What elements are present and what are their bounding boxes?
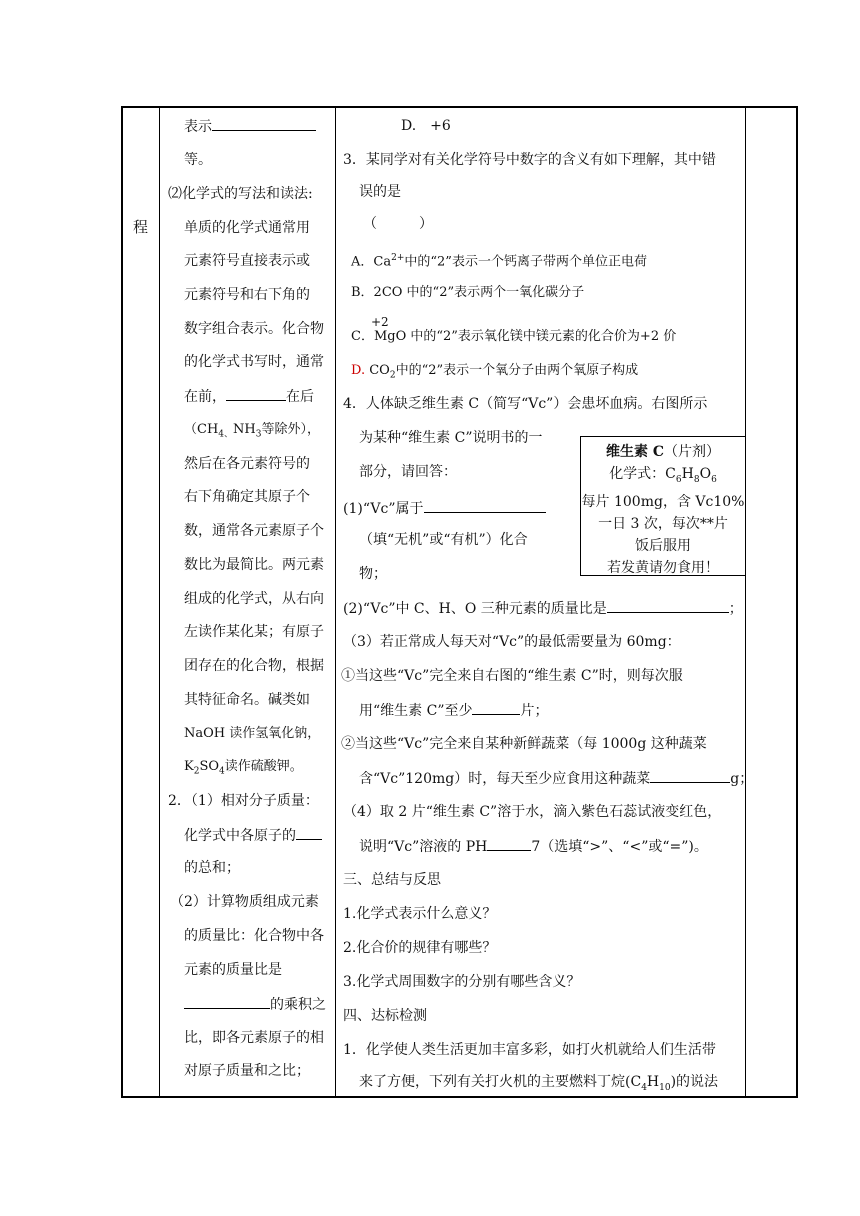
question-line: 物； [359,566,387,582]
note-line: 团存在的化合物，根据 [184,658,324,674]
question-line: 1．化学使人类生活更加丰富多彩，如打火机就给人们生活带 [343,1042,716,1058]
question-line: 为某种“维生素 C”说明书的一 [359,430,543,446]
note-line: （2）计算物质组成元素 [170,894,319,910]
question-line: 误的是 [359,184,401,200]
option-line: A．$Ca^{2+}$中的“2”表示一个钙离子带两个单位正电荷 [351,253,647,270]
vitamin-c-label-box [580,436,746,576]
fill-blank[interactable] [607,598,729,613]
option-line: D. +6 [401,118,451,134]
fill-blank[interactable] [296,825,322,840]
exercise-column [337,108,754,1096]
note-line: 然后在各元素符号的 [184,456,310,472]
question-line: 3．某同学对有关化学符号中数字的含义有如下理解，其中错 [343,152,716,168]
note-line: 在前， 在后 [184,386,314,407]
fill-blank[interactable] [212,116,316,131]
question-line: 来了方便，下列有关打火机的主要燃料丁烷$(C_4H_{10})$的说法 [359,1074,719,1093]
note-line: 元素符号和右下角的 [184,287,310,303]
fill-blank[interactable] [184,994,270,1009]
question-line: 2.化合价的规律有哪些？ [343,940,497,956]
question-line: (1)“Vc”属于 [343,498,546,519]
fill-blank[interactable] [487,836,531,851]
note-line: 元素的质量比是 [184,962,282,978]
note-line: 化学式中各原子的 [184,825,322,846]
section-heading: 三、总结与反思 [343,872,441,888]
question-line: （3）若正常成人每天对“Vc”的最低需要量为 60mg： [343,634,681,650]
vitamin-formula: 化学式：$C_6H_8O_6$ [609,466,717,485]
section-heading: 四、达标检测 [343,1008,427,1024]
question-line: 部分，请回答： [359,464,457,480]
option-line: C．MgO 中的“2”表示氧化镁中镁元素的化合价为+2 价 [351,329,677,344]
note-line: ⑵化学式的写法和读法: [168,186,313,202]
answer-paren: （ ） [363,216,433,232]
question-line: 用“维生素 C”至少 片； [359,700,548,721]
column-divider [159,108,160,1096]
note-line: 左读作某化某；有原子 [184,624,324,640]
fill-blank[interactable] [472,700,520,715]
valence-mark: +2 [371,315,389,329]
note-line: 数，通常各元素原子个 [184,523,324,539]
question-line: 1.化学式表示什么意义？ [343,906,497,922]
option-line: B．2CO 中的“2”表示两个一氧化碳分子 [351,285,585,300]
note-line: （$CH_{4、}NH_3$等除外）， [184,422,320,440]
note-line: 其特征命名。碱类如 [184,692,310,708]
note-line: 等。 [184,152,212,168]
note-line: 单质的化学式通常用 [184,220,310,236]
question-line: 4．人体缺乏维生素 C（简写“Vc”）会患坏血病。右图所示 [343,396,708,412]
note-line: 右下角确定其原子个 [184,489,310,505]
note-line: 的质量比：化合物中各 [184,928,324,944]
vitamin-line: 一日 3 次，每次**片 [598,515,728,532]
note-line: 元素符号直接表示或 [184,253,310,269]
question-line: ②当这些“Vc”完全来自某种新鲜蔬菜（每 1000g 这种蔬菜 [341,736,707,752]
vitamin-title: 维生素 C（片剂） [605,444,721,460]
note-line: NaOH 读作氢氧化钠， [184,726,321,741]
fill-blank[interactable] [650,768,730,783]
column-divider [745,108,746,1096]
note-line: $K_2SO_4$读作硫酸钾。 [184,759,303,777]
question-line: 说明“Vc”溶液的 PH 7（选填“>”、“<”或“=”)。 [359,836,708,857]
vitamin-line: 饭后服用 [635,537,691,554]
question-line: 3.化学式周围数字的分别有哪些含义？ [343,974,581,990]
question-line: （填“无机”或“有机”）化合 [359,532,528,548]
note-line: 的总和； [184,860,240,876]
section-label-column [123,108,159,1096]
fill-blank[interactable] [424,498,546,513]
lesson-table [121,106,798,1098]
note-line: 比，即各元素原子的相 [184,1030,324,1046]
note-line: 2．（1）相对分子质量： [168,793,319,809]
note-line: 对原子质量和之比； [184,1063,310,1079]
vitamin-line: 每片 100mg，含 Vc10% [581,493,745,510]
fill-blank[interactable] [226,386,286,401]
notes-column [162,108,334,1096]
note-line: 的乘积之 [184,994,326,1015]
question-line: (2)“Vc”中 C、H、O 三种元素的质量比是 ； [343,598,743,619]
option-line: D. $CO_2$中的“2”表示一个氧分子由两个氧原子构成 [351,363,639,381]
note-line: 的化学式书写时，通常 [184,354,324,370]
note-line: 数字组合表示。化合物 [184,321,324,337]
note-line: 组成的化学式，从右向 [184,591,324,607]
section-label: 程 [133,218,149,236]
question-line: （4）取 2 片“维生素 C”溶于水，滴入紫色石蕊试液变红色， [343,804,722,820]
option-letter: D. [351,363,366,378]
question-line: ①当这些“Vc”完全来自右图的“维生素 C”时，则每次服 [341,668,683,684]
vitamin-line: 若发黄请勿食用！ [607,559,719,576]
column-divider [335,108,336,1096]
note-line: 数比为最简比。两元素 [184,557,324,573]
note-line: 表示 [184,116,316,137]
question-line: 含“Vc”120mg）时，每天至少应食用这种蔬菜 g； [359,768,753,789]
